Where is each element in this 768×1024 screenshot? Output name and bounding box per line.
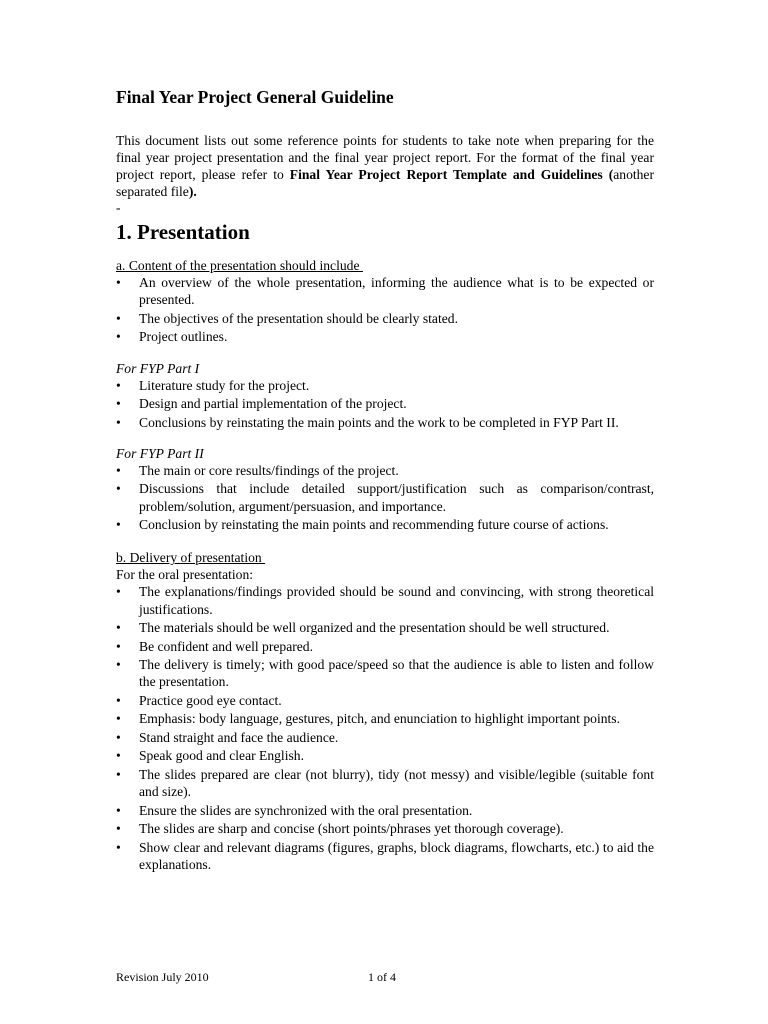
list-item: • The delivery is timely; with good pace/speed so that the audience is able to listen and follow the presentation. <box>116 656 654 691</box>
page-number: 1 of 4 <box>368 970 396 984</box>
document-title: Final Year Project General Guideline <box>116 87 394 107</box>
list-item: • Conclusion by reinstating the main points and recommending future course of actions. <box>116 516 654 533</box>
list-item: • The slides prepared are clear (not blurry), tidy (not messy) and visible/legible (suitable font and size). <box>116 766 654 801</box>
list-item: • Project outlines. <box>116 328 654 345</box>
list-item: • The objectives of the presentation should be clearly stated. <box>116 310 654 327</box>
fyp-part2-list <box>116 462 654 534</box>
intro-paragraph <box>116 132 654 200</box>
oral-presentation-intro: For the oral presentation: <box>116 567 254 583</box>
list-item: • The slides are sharp and concise (short points/phrases yet thorough coverage). <box>116 820 654 837</box>
intro-text: This document lists out some reference points for students to take note when preparing for the final year project presentation and the final year project report. For the format of the final year project report, please refer to <box>116 133 654 182</box>
list-item: • Be confident and well prepared. <box>116 638 654 655</box>
separator-dash: - <box>116 200 121 215</box>
list-item: • Discussions that include detailed support/justification such as comparison/contrast, problem/solution, argument/persuasion, and importance. <box>116 480 654 515</box>
fyp-part1-heading: For FYP Part I <box>116 360 200 376</box>
fyp-part2-heading: For FYP Part II <box>116 445 204 461</box>
list-item: • Show clear and relevant diagrams (figures, graphs, block diagrams, flowcharts, etc.) to aid the explanations. <box>116 839 654 874</box>
subheading-delivery <box>116 549 654 566</box>
list-item: • The main or core results/findings of the project. <box>116 462 654 479</box>
list-item: • Speak good and clear English. <box>116 747 654 764</box>
list-item: • Design and partial implementation of the project. <box>116 395 654 412</box>
content-list <box>116 274 654 346</box>
intro-bold-reference: Final Year Project Report Template and Guidelines ( <box>289 167 614 182</box>
intro-bold-close: ). <box>188 184 197 199</box>
document-page <box>116 86 654 874</box>
delivery-list <box>116 583 654 873</box>
section-heading-presentation: 1. Presentation <box>116 220 250 244</box>
subheading-delivery-text: b. Delivery of presentation <box>116 550 266 566</box>
revision-date: Revision July 2010 <box>116 970 209 984</box>
list-item: • Emphasis: body language, gestures, pitch, and enunciation to highlight important points. <box>116 710 654 727</box>
list-item: • Practice good eye contact. <box>116 692 654 709</box>
list-item: • Literature study for the project. <box>116 377 654 394</box>
list-item: • The materials should be well organized and the presentation should be well structured. <box>116 619 654 636</box>
fyp-part1-list <box>116 377 654 431</box>
list-item: • Conclusions by reinstating the main points and the work to be completed in FYP Part II. <box>116 414 654 431</box>
list-item: • The explanations/findings provided should be sound and convincing, with strong theoretical justifications. <box>116 583 654 618</box>
subheading-content-text: a. Content of the presentation should include <box>116 258 363 273</box>
subheading-content <box>116 257 654 274</box>
list-item: • Stand straight and face the audience. <box>116 729 654 746</box>
intro-text-2: another separated file <box>116 167 654 199</box>
list-item: • Ensure the slides are synchronized with the oral presentation. <box>116 802 654 819</box>
list-item: • An overview of the whole presentation, informing the audience what is to be expected or presented. <box>116 274 654 309</box>
